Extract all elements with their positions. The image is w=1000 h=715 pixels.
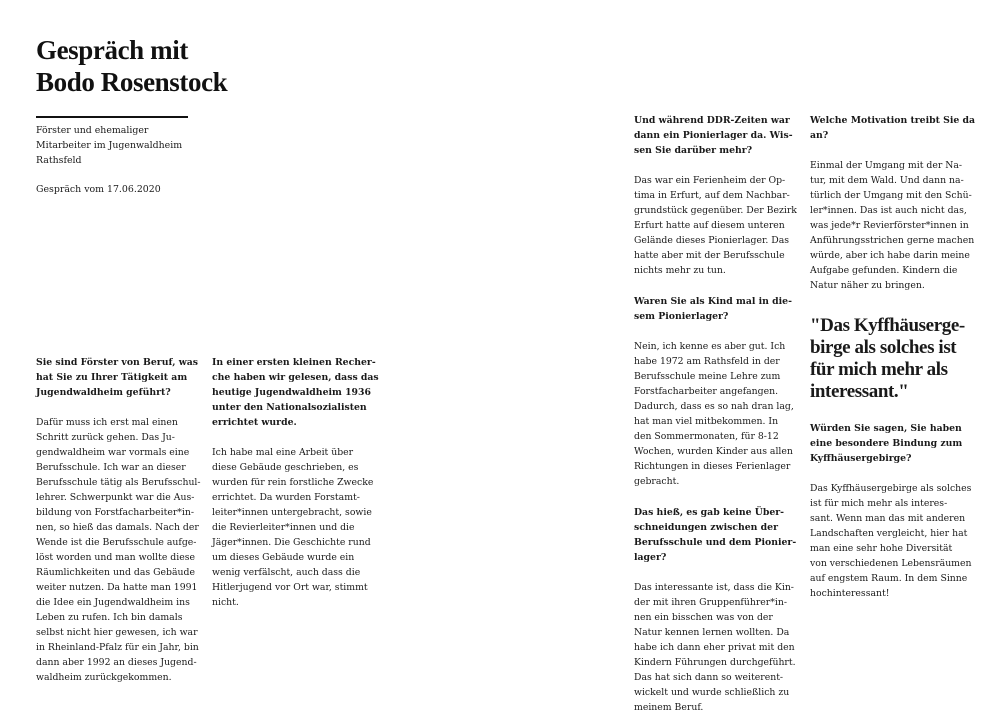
meta-line: Rathsfeld: [36, 155, 82, 166]
pull-quote: [810, 315, 975, 403]
column-2: [212, 355, 379, 610]
text-line: an?: [810, 130, 829, 141]
text-line: bildung von Forstfacharbeiter*in-: [36, 507, 195, 518]
question: [36, 355, 196, 400]
title-line: Bodo Rosenstock: [36, 67, 228, 97]
meta-line: Förster und ehemaliger: [36, 125, 149, 136]
text-line: Kyffhäusergebirge?: [810, 453, 912, 464]
text-line: waldheim zurückgekommen.: [36, 672, 172, 683]
text-line: Jäger*innen. Die Geschichte rund: [212, 537, 371, 548]
interviewee-description: [36, 123, 206, 168]
text-line: nen ein bisschen was von der: [634, 612, 773, 623]
text-line: Berufsschule und dem Pionier-: [634, 537, 797, 548]
column-1: [36, 355, 201, 685]
text-line: unter den Nationalsozialisten: [212, 402, 367, 413]
answer: [634, 580, 794, 715]
text-line: löst worden und man wollte diese: [36, 552, 196, 563]
text-line: Das hieß, es gab keine Über-: [634, 507, 785, 518]
text-line: gendwaldheim war vormals eine: [36, 447, 190, 458]
text-line: Ich habe mal eine Arbeit über: [212, 447, 354, 458]
text-line: Einmal der Umgang mit der Na-: [810, 160, 963, 171]
text-line: dann aber 1992 an dieses Jugend-: [36, 657, 197, 668]
text-line: hatte aber mit der Berufsschule: [634, 250, 785, 261]
text-line: wenig verfälscht, auch dass die: [212, 567, 361, 578]
text-line: Gelände dieses Pionierlager. Das: [634, 235, 790, 246]
text-line: schneidungen zwischen der: [634, 522, 778, 533]
text-line: Hitlerjugend vor Ort war, stimmt: [212, 582, 368, 593]
answer: [212, 445, 372, 610]
answer: [634, 173, 797, 278]
title-divider: [36, 116, 188, 118]
text-line: Das hat sich dann so weiterent-: [634, 672, 784, 683]
question: [634, 113, 794, 158]
text-line: Erfurt hatte auf diesem unteren: [634, 220, 785, 231]
title-line: Gespräch mit: [36, 35, 188, 65]
text-line: um dieses Gebäude wurde ein: [212, 552, 355, 563]
text-line: In einer ersten kleinen Recher-: [212, 357, 376, 368]
text-line: sen Sie darüber mehr?: [634, 145, 753, 156]
text-line: errichtet. Da wurden Forstamt-: [212, 492, 360, 503]
text-line: Das interessante ist, dass die Kin-: [634, 582, 794, 593]
text-line: hat man viel mitbekommen. In: [634, 416, 779, 427]
text-line: die Revierleiter*innen und die: [212, 522, 355, 533]
question: [634, 505, 797, 565]
answer: [810, 158, 975, 293]
text-line: Leben zu rufen. Ich bin damals: [36, 612, 183, 623]
text-line: Natur näher zu bringen.: [810, 280, 925, 291]
text-line: Jugendwaldheim geführt?: [36, 387, 171, 398]
text-line: türlich der Umgang mit den Schü-: [810, 190, 972, 201]
text-line: selbst nicht hier gewesen, ich war: [36, 627, 198, 638]
text-line: dann ein Pionierlager da. Wis-: [634, 130, 793, 141]
column-4: [810, 113, 975, 601]
text-line: wurden für rein forstliche Zwecke: [212, 477, 374, 488]
text-line: birge als solches ist: [810, 337, 957, 358]
text-line: Natur kennen lernen wollten. Da: [634, 627, 790, 638]
text-line: Welche Motivation treibt Sie da: [810, 115, 976, 126]
question: [810, 421, 975, 466]
text-line: Das Kyffhäusergebirge als solches: [810, 483, 972, 494]
text-line: was jede*r Revierförster*innen in: [810, 220, 969, 231]
text-line: von verschiedenen Lebensräumen: [810, 558, 972, 569]
interview-meta: [36, 123, 206, 197]
text-line: nen, so hieß das damals. Nach der: [36, 522, 199, 533]
text-line: diese Gebäude geschrieben, es: [212, 462, 359, 473]
text-line: Forstfacharbeiter angefangen.: [634, 386, 779, 397]
text-line: habe ich dann eher privat mit den: [634, 642, 795, 653]
text-line: wickelt und wurde schließlich zu: [634, 687, 790, 698]
text-line: "Das Kyffhäuserge-: [810, 315, 965, 336]
question: [634, 294, 794, 324]
column-3: [634, 113, 797, 715]
text-line: Würden Sie sagen, Sie haben: [810, 423, 962, 434]
text-line: Landschaften vergleicht, hier hat: [810, 528, 968, 539]
text-line: den Sommermonaten, für 8-12: [634, 431, 779, 442]
text-line: Berufsschule meine Lehre zum: [634, 371, 781, 382]
text-line: sant. Wenn man das mit anderen: [810, 513, 966, 524]
text-line: hochinteressant!: [810, 588, 890, 599]
interview-date: Gespräch vom 17.06.2020: [36, 184, 161, 195]
text-line: eine besondere Bindung zum: [810, 438, 963, 449]
text-line: Sie sind Förster von Beruf, was: [36, 357, 198, 368]
text-line: auf engstem Raum. In dem Sinne: [810, 573, 968, 584]
text-line: in Rheinland-Pfalz für ein Jahr, bin: [36, 642, 199, 653]
text-line: Und während DDR-Zeiten war: [634, 115, 790, 126]
text-line: leiter*innen untergebracht, sowie: [212, 507, 372, 518]
text-line: errichtet wurde.: [212, 417, 297, 428]
text-line: Schritt zurück gehen. Das Ju-: [36, 432, 175, 443]
text-line: ler*innen. Das ist auch nicht das,: [810, 205, 967, 216]
answer: [634, 339, 794, 489]
text-line: lehrer. Schwerpunkt war die Aus-: [36, 492, 195, 503]
text-line: heutige Jugendwaldheim 1936: [212, 387, 371, 398]
text-line: meinem Beruf.: [634, 702, 704, 713]
text-line: ist für mich mehr als interes-: [810, 498, 948, 509]
text-line: Anführungsstrichen gerne machen: [810, 235, 975, 246]
text-line: Wochen, wurden Kinder aus allen: [634, 446, 793, 457]
text-line: habe 1972 am Rathsfeld in der: [634, 356, 780, 367]
text-line: lager?: [634, 552, 667, 563]
text-line: würde, aber ich habe darin meine: [810, 250, 970, 261]
text-line: nicht.: [212, 597, 239, 608]
answer: [36, 415, 201, 685]
text-line: Kindern Führungen durchgeführt.: [634, 657, 796, 668]
meta-line: Mitarbeiter im Jugenwaldheim: [36, 140, 183, 151]
text-line: der mit ihren Gruppenführer*in-: [634, 597, 787, 608]
text-line: tima in Erfurt, auf dem Nachbar-: [634, 190, 790, 201]
text-line: Berufsschule tätig als Berufsschul-: [36, 477, 201, 488]
answer: [810, 481, 975, 601]
text-line: gebracht.: [634, 476, 680, 487]
text-line: Aufgabe gefunden. Kindern die: [810, 265, 958, 276]
text-line: Wende ist die Berufsschule aufge-: [36, 537, 197, 548]
text-line: tur, mit dem Wald. Und dann na-: [810, 175, 964, 186]
text-line: Nein, ich kenne es aber gut. Ich: [634, 341, 786, 352]
page-title: [36, 34, 296, 98]
text-line: nichts mehr zu tun.: [634, 265, 726, 276]
text-line: weiter nutzen. Da hatte man 1991: [36, 582, 198, 593]
text-line: Waren Sie als Kind mal in die-: [634, 296, 792, 307]
question: [810, 113, 975, 143]
text-line: die Idee ein Jugendwaldheim ins: [36, 597, 190, 608]
text-line: Räumlichkeiten und das Gebäude: [36, 567, 195, 578]
text-line: hat Sie zu Ihrer Tätigkeit am: [36, 372, 188, 383]
question: [212, 355, 379, 430]
text-line: man eine sehr hohe Diversität: [810, 543, 953, 554]
text-line: grundstück gegenüber. Der Bezirk: [634, 205, 797, 216]
text-line: interessant.": [810, 381, 909, 402]
text-line: Dadurch, dass es so nah dran lag,: [634, 401, 794, 412]
text-line: Richtungen in dieses Ferienlager: [634, 461, 791, 472]
text-line: che haben wir gelesen, dass das: [212, 372, 379, 383]
text-line: für mich mehr als: [810, 359, 948, 380]
text-line: Das war ein Ferienheim der Op-: [634, 175, 786, 186]
text-line: Dafür muss ich erst mal einen: [36, 417, 178, 428]
text-line: Berufsschule. Ich war an dieser: [36, 462, 186, 473]
text-line: sem Pionierlager?: [634, 311, 729, 322]
